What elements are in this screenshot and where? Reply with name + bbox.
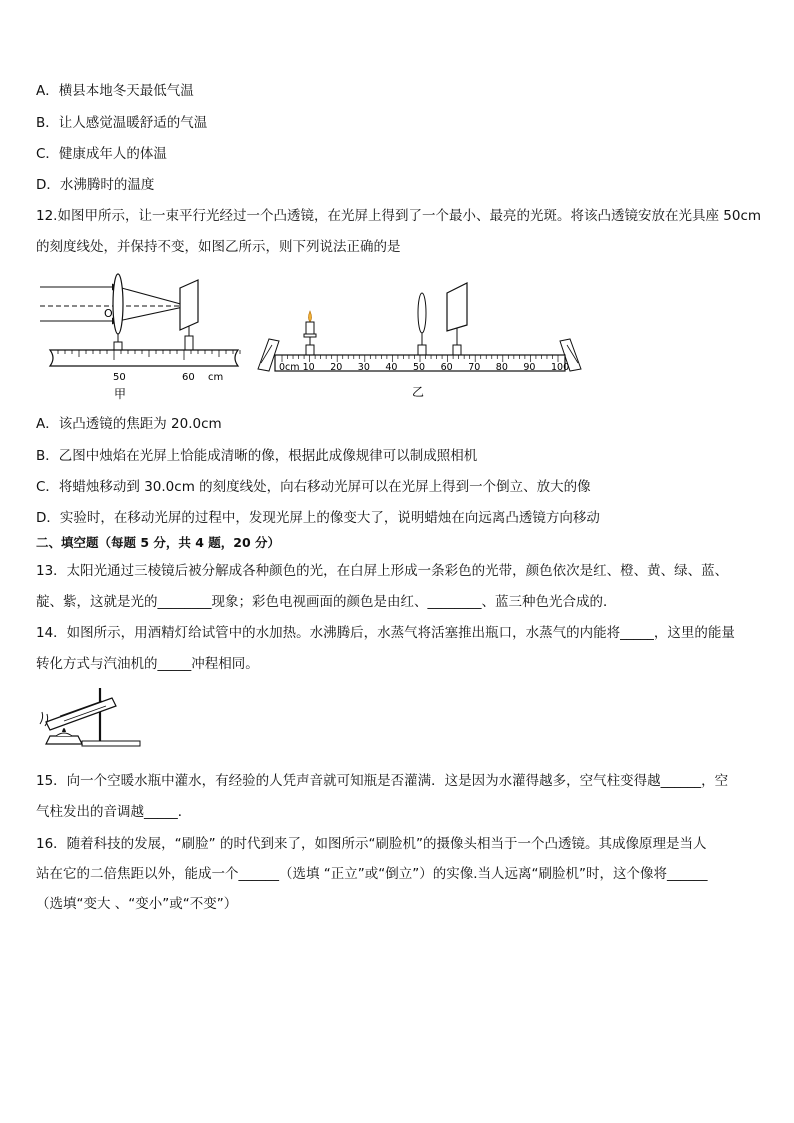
screen-holder [185, 326, 193, 350]
tick-label: 50 [413, 362, 426, 373]
q16-line2: 站在它的二倍焦距以外，能成一个______（选填 “正立”或“倒立”）的实像.当人远离“刷脸机”时，这个像将______ [36, 866, 708, 882]
unit-label-cm: cm [208, 372, 224, 383]
q12-option-c: C．将蜡烛移动到 30.0cm 的刻度线处，向右移动光屏可以在光屏上得到一个倒立、放大的像 [36, 479, 591, 495]
tick-label-60: 60 [182, 372, 195, 383]
lens-center-label: O [104, 307, 113, 320]
q15-line1: 15．向一个空暖水瓶中灌水，有经验的人凭声音就可知瓶是否灌满．这是因为水灌得越多，空气柱变得越______，空 [36, 773, 729, 789]
tick-label: 10 [302, 362, 315, 373]
q12-option-a: A．该凸透镜的焦距为 20.0cm [36, 416, 222, 432]
candle [304, 311, 316, 355]
figure-test-tube-heating [38, 684, 148, 748]
tick-label: 90 [523, 362, 536, 373]
q11-option-b: B．让人感觉温暖舒适的气温 [36, 115, 208, 131]
light-screen-yi [447, 283, 467, 355]
q13-line2: 靛、紫，这就是光的________现象；彩色电视画面的颜色是由红、________、蓝三种色光合成的． [36, 594, 617, 610]
convex-lens [113, 274, 123, 334]
figure-caption-jia: 甲 [114, 387, 127, 400]
section2-heading: 二、填空题（每题 5 分，共 4 题，20 分） [36, 535, 281, 550]
tick-label-50: 50 [113, 372, 126, 383]
figure-caption-yi: 乙 [412, 385, 425, 399]
q12-stem-line1: 12.如图甲所示，让一束平行光经过一个凸透镜，在光屏上得到了一个最小、最亮的光斑。将该凸透镜安放在光具座 50cm [36, 208, 762, 224]
q14-line1: 14．如图所示，用酒精灯给试管中的水加热。水沸腾后，水蒸气将活塞推出瓶口，水蒸气的内能将_____，这里的能量 [36, 625, 735, 641]
tick-label: 100 [551, 362, 570, 373]
q14-line2: 转化方式与汽油机的_____冲程相同。 [36, 656, 259, 672]
iron-stand [82, 688, 140, 746]
light-screen [180, 280, 198, 330]
convex-lens-yi [418, 293, 426, 355]
steam-lines [40, 712, 48, 726]
test-tube [46, 698, 116, 730]
figure-jia [38, 270, 248, 400]
optical-bench-ruler [50, 350, 238, 366]
q16-line1: 16．随着科技的发展，“刷脸” 的时代到来了，如图所示“刷脸机”的摄像头相当于一个凸透镜。其成像原理是当人 [36, 836, 707, 852]
q13-line1: 13．太阳光通过三棱镜后被分解成各种颜色的光，在白屏上形成一条彩色的光带，颜色依次是红、橙、黄、绿、蓝、 [36, 563, 729, 579]
tick-label: 60 [440, 362, 453, 373]
tick-label: 20 [330, 362, 343, 373]
q12-stem-line2: 的刻度线处，并保持不变，如图乙所示，则下列说法正确的是 [36, 239, 401, 255]
q12-option-b: B．乙图中烛焰在光屏上恰能成清晰的像，根据此成像规律可以制成照相机 [36, 448, 478, 464]
q11-option-d: D．水沸腾时的温度 [36, 177, 155, 193]
tick-label: 70 [468, 362, 481, 373]
q11-option-c: C．健康成年人的体温 [36, 146, 167, 162]
q12-option-d: D．实验时，在移动光屏的过程中，发现光屏上的像变大了，说明蜡烛在向远离凸透镜方向移动 [36, 510, 600, 526]
alcohol-lamp [46, 728, 82, 744]
q15-line2: 气柱发出的音调越_____． [36, 804, 192, 820]
q11-option-a: A．横县本地冬天最低气温 [36, 83, 194, 99]
tick-label: 0cm [279, 362, 300, 373]
figure-yi [255, 275, 585, 400]
tick-label: 30 [357, 362, 370, 373]
tick-label: 40 [385, 362, 398, 373]
lens-holder [114, 334, 122, 350]
q16-line3: （选填“变大 、“变小”或“不变”） [36, 896, 238, 912]
tick-label: 80 [495, 362, 508, 373]
